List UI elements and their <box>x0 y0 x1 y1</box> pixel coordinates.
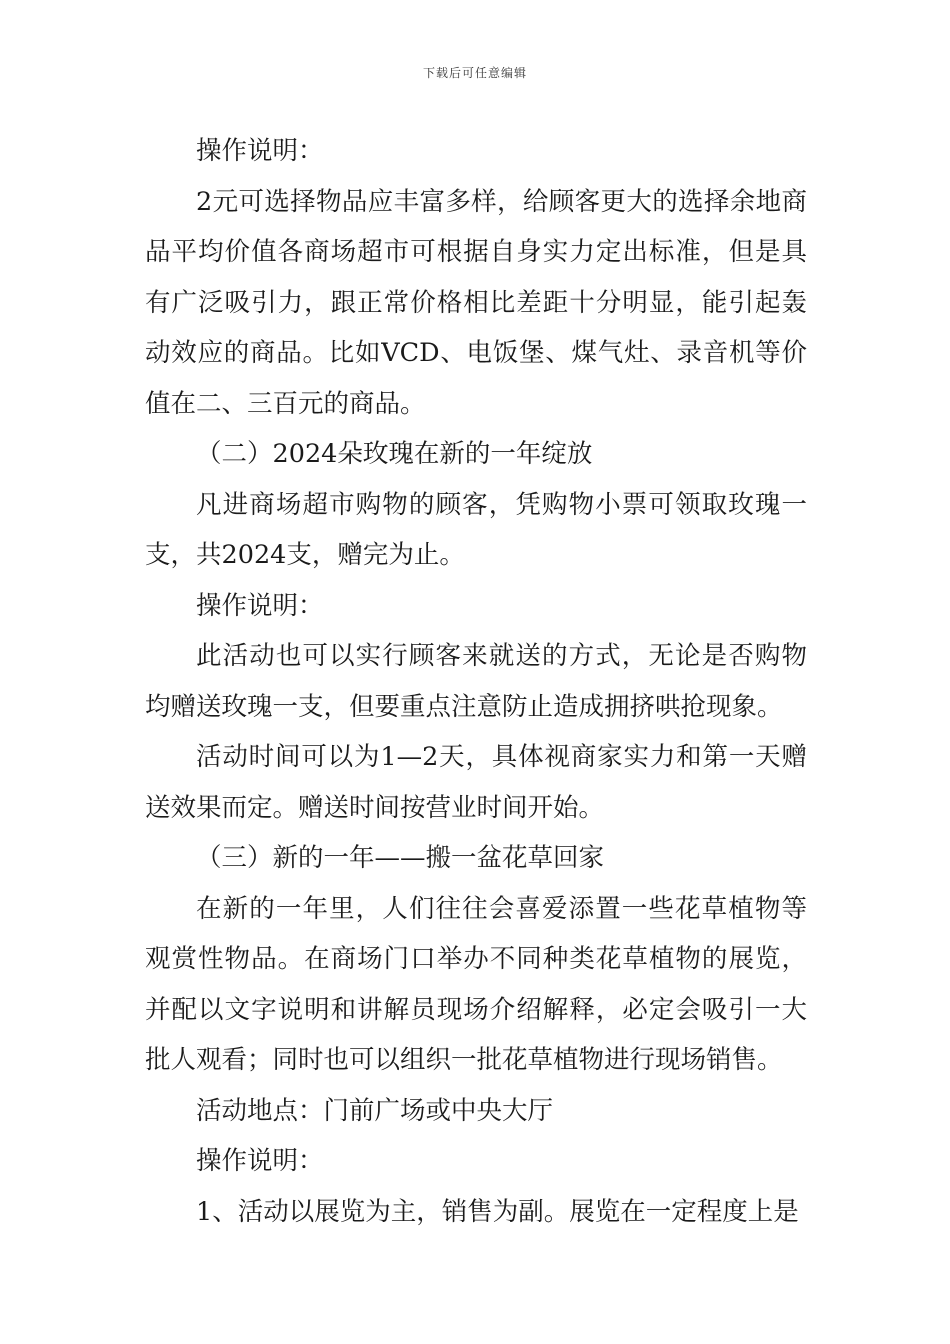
paragraph-item-1: 1、活动以展览为主，销售为副。展览在一定程度上是 <box>196 1196 799 1227</box>
paragraph-rose-method: 此活动也可以实行顾客来就送的方式，无论是否购物均赠送玫瑰一支，但要重点注意防止造成拥挤哄抢现象。 <box>145 641 807 722</box>
paragraph-activity-location: 活动地点：门前广场或中央大厅 <box>196 1095 554 1126</box>
section-heading-plants: （三）新的一年——搬一盆花草回家 <box>196 843 605 873</box>
paragraph-plants-exhibition: 在新的一年里，人们往往会喜爱添置一些花草植物等观赏性物品。在商场门口举办不同种类花草植物的展览，并配以文字说明和讲解员现场介绍解释，必定会吸引一大批人观看；同时也可以组织一批花草植物进行现场销售。 <box>145 893 807 1075</box>
paragraph-operation-note-1: 操作说明： <box>196 136 324 166</box>
paragraph-rose-giveaway: 凡进商场超市购物的顾客，凭购物小票可领取玫瑰一支，共2024支，赠完为止。 <box>145 489 807 570</box>
document-body <box>145 126 807 1237</box>
paragraph-operation-note-3: 操作说明： <box>196 1146 324 1176</box>
paragraph-activity-time: 活动时间可以为1—2天，具体视商家实力和第一天赠送效果而定。赠送时间按营业时间开始。 <box>145 742 807 823</box>
section-heading-roses: （二）2024朵玫瑰在新的一年绽放 <box>196 439 593 469</box>
paragraph-two-yuan-items: 2元可选择物品应丰富多样，给顾客更大的选择余地商品平均价值各商场超市可根据自身实力定出标准，但是具有广泛吸引力，跟正常价格相比差距十分明显，能引起轰动效应的商品。比如VCD、电饭堡、煤气灶、录音机等价值在二、三百元的商品。 <box>145 186 807 419</box>
page-header: 下载后可任意编辑 <box>422 66 527 80</box>
paragraph-operation-note-2: 操作说明： <box>196 590 324 621</box>
